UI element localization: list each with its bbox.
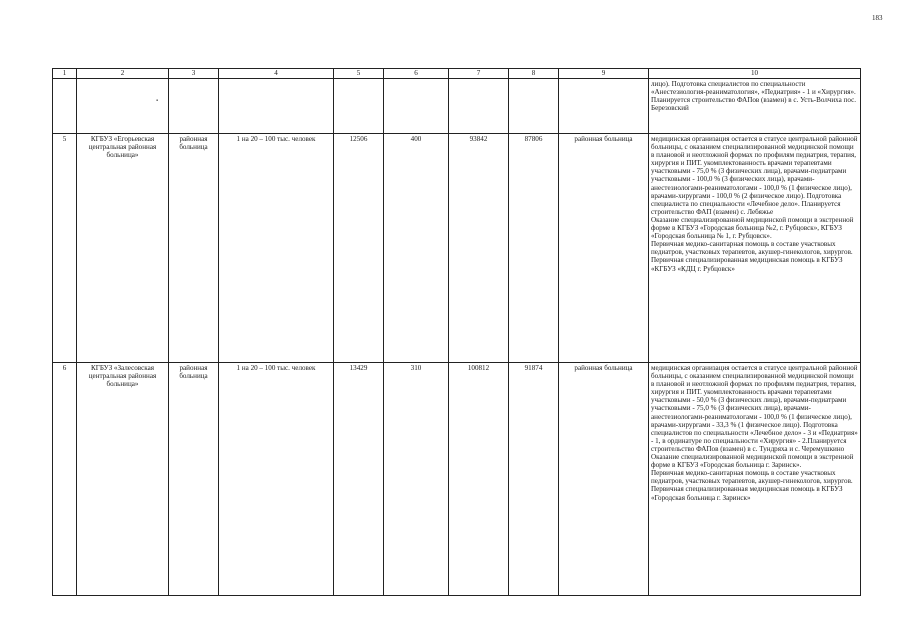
page-number: 183 (872, 14, 883, 22)
description-paragraph: медицинская организация остается в статусе центральной районной больницы, с оказанием специализированной медицинской помощи в плановой и неотложной формах по профилям педиатрия, терапия, хирургия и ПИТ. укомплектованность врачами терапевтами участковыми - 75,0 % (3 физических лица), врачами-педиатрами участковыми - 100,0 % (3 физических лица), врачами-анестезиологами-реаниматологами - 100,0 % (1 физическое лицо), врачами-хирургами - 100,0 % (2 физическое лицо). Подготовка специалиста по специальности «Лечебное дело». Планируется строительство ФАП (взамен) с. Лебяжье (651, 135, 858, 216)
description-paragraph: Оказание специализированной медицинской помощи в экстренной форме в КГБУЗ «Городская больница г. Заринск». (651, 453, 854, 470)
table-row-continuation (53, 79, 861, 134)
table-header-row (53, 69, 861, 79)
header-col-3: 3 (169, 69, 219, 79)
organizations-table (52, 68, 861, 596)
header-col-4: 4 (219, 69, 334, 79)
value-col-8: 87806 (509, 134, 559, 363)
header-col-5: 5 (334, 69, 384, 79)
capacity-norm: 1 на 20 – 100 тыс. человек (219, 134, 334, 363)
description-paragraph: медицинская организация остается в статусе центральной районной больницы, с оказанием специализированной медицинской помощи в плановой и неотложной формах по профилям педиатрия, терапия, хирургия и ПИТ. укомплектованность врачами терапевтами участковыми - 50,0 % (3 физических лица), врачами-педиатрами участковыми - 75,0 % (3 физических лица), врачами-анестезиологами-реаниматологами - 100,0 % (1 физическое лицо), врачами-хирургами - 33,3 % (1 физическое лицо). Подготовка специалистов по специальности «Лечебное дело» - 3 и «Педиатрия» - 1, в ординатуре по специальности «Хирургия» - 2.Планируется строительство ФАПов (взамен) в с. Тундряха и с. Черемушкино (651, 364, 858, 453)
row-number: 6 (53, 363, 77, 596)
description-paragraph: Первичная медико-санитарная помощь в составе участковых педиатров, участковых терапевтов, акушер-гинекологов, хирургов. Первичная специализированная медицинская помощь в КГБУЗ «Городская больница г. Заринск» (651, 469, 853, 502)
status-col-9: районная больница (559, 134, 649, 363)
status-col-9: районная больница (559, 363, 649, 596)
row-number: 5 (53, 134, 77, 363)
header-col-8: 8 (509, 69, 559, 79)
value-col-5: 13429 (334, 363, 384, 596)
organization-name: КГБУЗ «Егорьевская центральная районная больница» (77, 134, 169, 363)
value-col-7: 100812 (449, 363, 509, 596)
description-cell (649, 363, 861, 596)
organization-type: районная больница (169, 134, 219, 363)
table-row (53, 363, 861, 596)
header-col-9: 9 (559, 69, 649, 79)
value-col-7: 93842 (449, 134, 509, 363)
value-col-5: 12506 (334, 134, 384, 363)
scan-artifact-dot: ▪ (156, 98, 159, 104)
header-col-7: 7 (449, 69, 509, 79)
header-col-1: 1 (53, 69, 77, 79)
table-row (53, 134, 861, 363)
description-paragraph: Оказание специализированной медицинской помощи в экстренной форме в КГБУЗ «Городская больница №2, г. Рубцовск», КГБУЗ «Городская больница № 1, г. Рубцовск». (651, 215, 854, 241)
value-col-6: 310 (384, 363, 449, 596)
continuation-text: лицо). Подготовка специалистов по специальности «Анестезиология-реаниматология», «Педиатрия» - 1 и «Хирургия». Планируется строительство ФАПов (взамен) в с. Усть-Волчиха пос. Березовский (649, 79, 861, 134)
header-col-10: 10 (649, 69, 861, 79)
header-col-2: 2 (77, 69, 169, 79)
description-paragraph: Первичная медико-санитарная помощь в составе участковых педиатров, участковых терапевтов, акушер-гинекологов, хирургов. Первичная специализированная медицинская помощь в КГБУЗ «КГБУЗ «КДЦ г. Рубцовск» (651, 240, 853, 273)
value-col-6: 400 (384, 134, 449, 363)
organization-type: районная больница (169, 363, 219, 596)
organization-name: КГБУЗ «Залесовская центральная районная больница» (77, 363, 169, 596)
header-col-6: 6 (384, 69, 449, 79)
description-cell (649, 134, 861, 363)
value-col-8: 91874 (509, 363, 559, 596)
capacity-norm: 1 на 20 – 100 тыс. человек (219, 363, 334, 596)
